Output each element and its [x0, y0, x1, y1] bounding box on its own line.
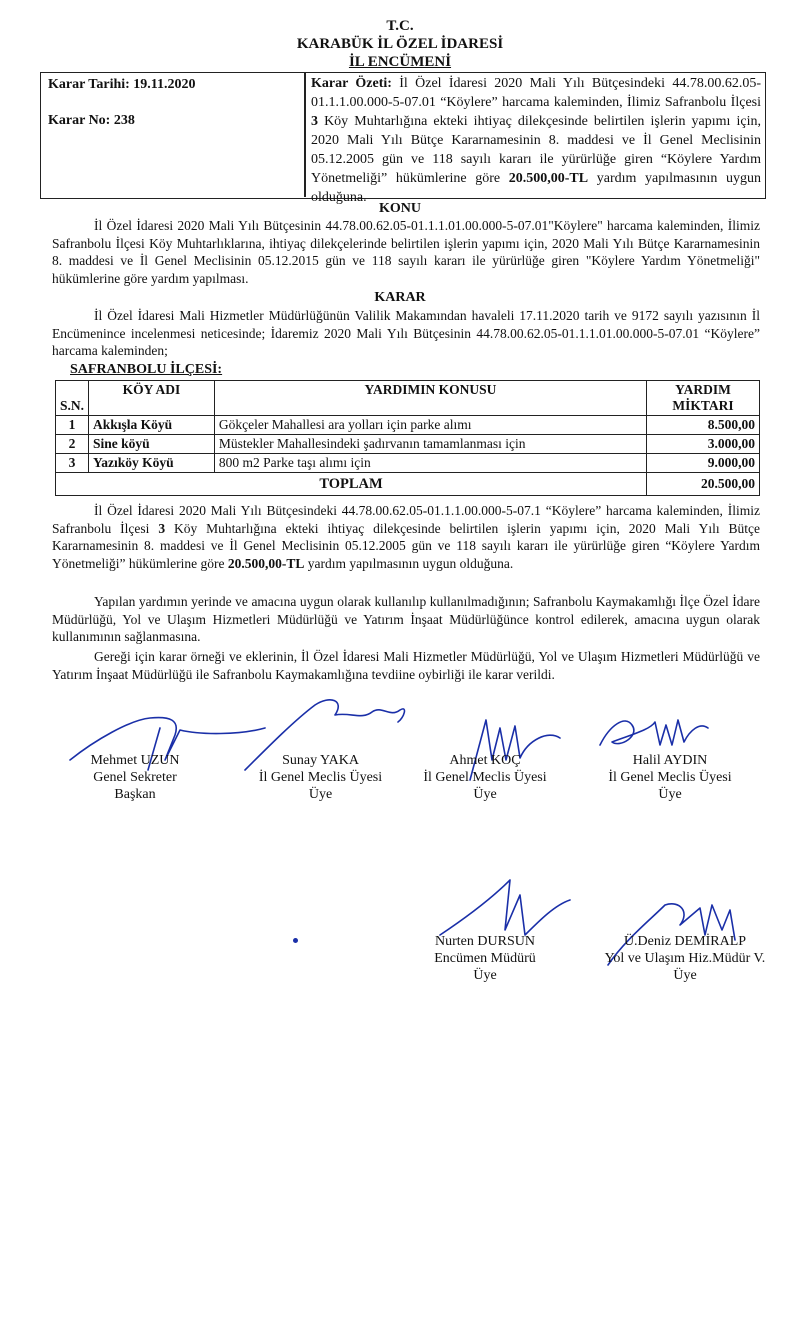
header-council: İL ENCÜMENİ: [348, 54, 452, 70]
karar-paragraph: İl Özel İdaresi Mali Hizmetler Müdürlüğünün Valilik Makamından havaleli 17.11.2020 tarih ve 9172 sayılı yazısının İl Encümenince incelenmesi neticesinde; İdaremiz 2020 Mali Yılı Bütçesinin 44.78.00.62.05-01.1.1.01.00.000-5-07.01 “Köylere” harcama kaleminden;: [52, 308, 760, 358]
konu-heading: KONU: [379, 201, 421, 216]
header-amount-line2: MİKTARI: [672, 398, 734, 413]
signatory-4: [585, 752, 755, 803]
signatory-name: Nurten DURSUN: [435, 934, 535, 949]
signatory-role: Üye: [658, 787, 682, 802]
row-amount: 3.000,00: [647, 435, 760, 454]
header-institution: KARABÜK İL ÖZEL İDARESİ: [296, 36, 504, 52]
signatory-role: Başkan: [114, 787, 156, 802]
signature-nurten-dursun: [440, 880, 570, 935]
signatory-name: Ahmet KOÇ: [449, 753, 521, 768]
summary-count: 3: [311, 114, 318, 129]
signatory-6: [590, 933, 780, 984]
signatory-2: [233, 752, 408, 803]
header-subject: YARDIMIN KONUSU: [214, 381, 646, 416]
signatory-title: İl Genel Meclis Üyesi: [423, 770, 547, 785]
signatory-title: Encümen Müdürü: [434, 951, 536, 966]
summary-label: Karar Özeti:: [311, 76, 392, 91]
row-sn: 3: [56, 454, 89, 473]
signatory-name: Halil AYDIN: [632, 753, 708, 768]
row-village: Sine köyü: [89, 435, 215, 454]
summary-text-1: İl Özel İdaresi 2020 Mali Yılı Bütçesindeki 44.78.00.62.05-01.1.1.00.000-5-07.01 “Köylere” harcama kaleminden, İlimiz Safranbolu İlçesi: [311, 76, 762, 110]
row-amount: 8.500,00: [647, 416, 760, 435]
karar-heading: KARAR: [374, 290, 426, 305]
summary-amount: 20.500,00-TL: [508, 171, 589, 186]
decision-number: Karar No: 238: [48, 113, 135, 128]
signatory-title: Yol ve Ulaşım Hiz.Müdür V.: [604, 951, 766, 966]
row-sn: 2: [56, 435, 89, 454]
decision-date: Karar Tarihi: 19.11.2020: [48, 77, 196, 92]
signatory-title: Genel Sekreter: [93, 770, 177, 785]
decision-paragraph-3: Gereği için karar örneği ve eklerinin, İl Özel İdaresi Mali Hizmetler Müdürlüğü, Yol ve Ulaşım Hizmetleri Müdürlüğü ve Yatırım İnşaat Müdürlüğü ile Safranbolu Kaymakamlığına tevdiine oybirliği ile karar verildi.: [52, 649, 760, 682]
header-sn: S.N.: [56, 381, 89, 416]
signatory-role: Üye: [473, 968, 497, 983]
total-label: TOPLAM: [56, 473, 647, 496]
signatory-name: Ü.Deniz DEMİRALP: [623, 934, 747, 949]
p1-amount: 20.500,00-TL: [227, 555, 305, 571]
signatory-role: Üye: [673, 968, 697, 983]
header-tc: T.C.: [386, 18, 414, 34]
row-subject: Müstekler Mahallesindeki şadırvanın tamamlanması için: [214, 435, 646, 454]
signatory-role: Üye: [308, 787, 333, 802]
row-village: Akkışla Köyü: [89, 416, 215, 435]
p1-count: 3: [158, 520, 166, 536]
row-village: Yazıköy Köyü: [89, 454, 215, 473]
district-title: SAFRANBOLU İLÇESİ:: [70, 362, 223, 377]
signatory-title: İl Genel Meclis Üyesi: [608, 770, 732, 785]
row-amount: 9.000,00: [647, 454, 760, 473]
p1-text-2: Köy Muhtarlığına ekteki ihtiyaç dilekçesinde belirtilen işlerin yapımı için, 2020 Mali Yılı Bütçe Kararnamesinin 8. maddesi ve İl Genel Meclisinin 05.12.2005 gün ve 118 sayılı kararı ile yürürlüğe giren “Köylere Yardım Yönetmeliği” hükümlerine göre: [52, 520, 760, 571]
konu-paragraph: İl Özel İdaresi 2020 Mali Yılı Bütçesinin 44.78.00.62.05-01.1.1.01.00.000-5-07.01"Köylere" harcama kaleminden, İlimiz Safranbolu İlçesi Köy Muhtarlıklarına, ihtiyaç dilekçelerinde belirtilen işlerin yapımı için, 2020 Mali Yılı Bütçe Kararnamesinin 8. maddesi ve İl Genel Meclisinin 05.12.2015 gün ve 118 sayılı kararı ile yürürlüğe giren "Köylere Yardım Yönetmeliği" hükümlerine göre yardım yapılması.: [52, 218, 760, 286]
summary-text-2: Köy Muhtarlığına ekteki ihtiyaç dilekçesinde belirtilen işlerin yapımı için, 2020 Mali Yılı Bütçe Kararnamesinin 8. maddesi ve İl Genel Meclisinin 05.12.2005 gün ve 118 sayılı kararı ile yürürlüğe giren “Köylere Yardım Yönetmeliği” hükümlerine göre: [311, 114, 761, 186]
signature-halil-aydin: [600, 720, 708, 745]
row-subject: 800 m2 Parke taşı alımı için: [214, 454, 646, 473]
row-sn: 1: [56, 416, 89, 435]
p1-text-1: İl Özel İdaresi 2020 Mali Yılı Bütçesindeki 44.78.00.62.05-01.1.1.00.000-5-07.1 “Köylere” harcama kaleminden, İlimiz Safranbolu İlçesi: [52, 503, 760, 536]
summary-text-3: yardım yapılmasının uygun olduğuna.: [311, 171, 761, 205]
header-village: KÖY ADI: [89, 381, 215, 416]
p1-text-3: yardım yapılmasının uygun olduğuna.: [304, 555, 514, 571]
signatory-name: Mehmet UZUN: [90, 753, 180, 768]
total-amount: 20.500,00: [647, 473, 760, 496]
header-amount-line1: YARDIM: [675, 382, 731, 397]
signatory-3: [410, 752, 560, 803]
signatory-5: [410, 933, 560, 984]
ink-dot: [293, 938, 298, 943]
row-subject: Gökçeler Mahallesi ara yolları için parke alımı: [214, 416, 646, 435]
signatory-name: Sunay YAKA: [282, 753, 359, 768]
signatory-title: İl Genel Meclis Üyesi: [258, 770, 383, 785]
signatory-1: [55, 752, 215, 803]
decision-paragraph-2: Yapılan yardımın yerinde ve amacına uygun olarak kullanılıp kullanılmadığının; Safranbolu Kaymakamlığı İlçe Özel İdare Müdürlüğü, Yol ve Ulaşım Hizmetleri Müdürlüğü ve Yatırım İnşaat Müdürlüğünce kontrol edilerek, amacına uygun olarak kullanımının sağlanmasına.: [52, 594, 760, 644]
signatory-role: Üye: [473, 787, 497, 802]
